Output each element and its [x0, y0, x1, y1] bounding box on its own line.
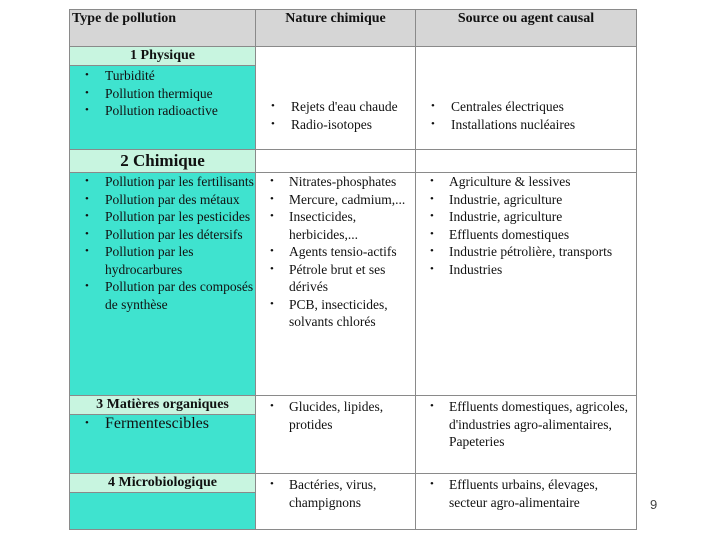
page-number: 9	[650, 497, 658, 512]
section-2-nature-spacer	[256, 150, 416, 173]
list-item: • Agriculture & lessives	[416, 173, 636, 191]
section-4-title: 4 Microbiologique	[70, 474, 256, 493]
list-item: • Pollution par des composés de synthèse	[70, 278, 255, 313]
list-item: • Agents tensio-actifs	[256, 243, 415, 261]
list-item: • Pollution radioactive	[70, 102, 255, 120]
list-item: • Mercure, cadmium,...	[256, 191, 415, 209]
list-item: • Effluents domestiques	[416, 226, 636, 244]
section-4-title-row	[70, 474, 637, 493]
list-item: • Pollution par les fertilisants	[70, 173, 255, 191]
header-source: Source ou agent causal	[416, 10, 637, 47]
section-2-source-spacer	[416, 150, 637, 173]
list-item: • Installations nucléaires	[416, 116, 636, 134]
list-item: • Pollution par les hydrocarbures	[70, 243, 255, 278]
list-item: • Turbidité	[70, 67, 255, 85]
section-1-title-row	[70, 47, 637, 66]
section-4-nature-cell	[256, 474, 416, 530]
list-item: • Industrie pétrolière, transports	[416, 243, 636, 261]
section-2-title: 2 Chimique	[70, 150, 256, 173]
list-item: • Industrie, agriculture	[416, 191, 636, 209]
section-2-types-cell	[70, 173, 256, 396]
section-3-types-cell	[70, 415, 256, 474]
section-3-title-row	[70, 396, 637, 415]
section-1-title: 1 Physique	[70, 47, 256, 66]
list-item: • Effluents urbains, élevages, secteur agro-alimentaire	[416, 476, 636, 511]
section-4-types-cell	[70, 493, 256, 530]
list-item: • Pollution par des métaux	[70, 191, 255, 209]
list-item: • Rejets d'eau chaude	[256, 98, 415, 116]
list-item: • Effluents domestiques, agricoles, d'industries agro-alimentaires, Papeteries	[416, 398, 636, 451]
list-item: • Industrie, agriculture	[416, 208, 636, 226]
section-1-types-cell	[70, 66, 256, 150]
header-row	[70, 10, 637, 47]
section-2-nature-cell	[256, 173, 416, 396]
section-1-source-cell	[416, 47, 637, 150]
list-item: • PCB, insecticides, solvants chlorés	[256, 296, 415, 331]
section-2-row	[70, 173, 637, 396]
list-item: • Nitrates-phosphates	[256, 173, 415, 191]
section-3-title: 3 Matières organiques	[70, 396, 256, 415]
list-item: • Pollution par les détersifs	[70, 226, 255, 244]
list-item: • Industries	[416, 261, 636, 279]
section-3-source-cell	[416, 396, 637, 474]
section-1-nature-cell	[256, 47, 416, 150]
header-type: Type de pollution	[70, 10, 256, 47]
header-nature: Nature chimique	[256, 10, 416, 47]
list-item: • Pétrole brut et ses dérivés	[256, 261, 415, 296]
list-item: • Pollution thermique	[70, 85, 255, 103]
list-item: • Radio-isotopes	[256, 116, 415, 134]
list-item: • Fermentescibles	[70, 415, 255, 433]
list-item: • Pollution par les pesticides	[70, 208, 255, 226]
pollution-table	[69, 9, 637, 530]
list-item: • Bactéries, virus, champignons	[256, 476, 415, 511]
list-item: • Centrales électriques	[416, 98, 636, 116]
list-item: • Glucides, lipides, protides	[256, 398, 415, 433]
section-2-source-cell	[416, 173, 637, 396]
section-3-nature-cell	[256, 396, 416, 474]
section-2-title-row	[70, 150, 637, 173]
section-4-source-cell	[416, 474, 637, 530]
list-item: • Insecticides, herbicides,...	[256, 208, 415, 243]
